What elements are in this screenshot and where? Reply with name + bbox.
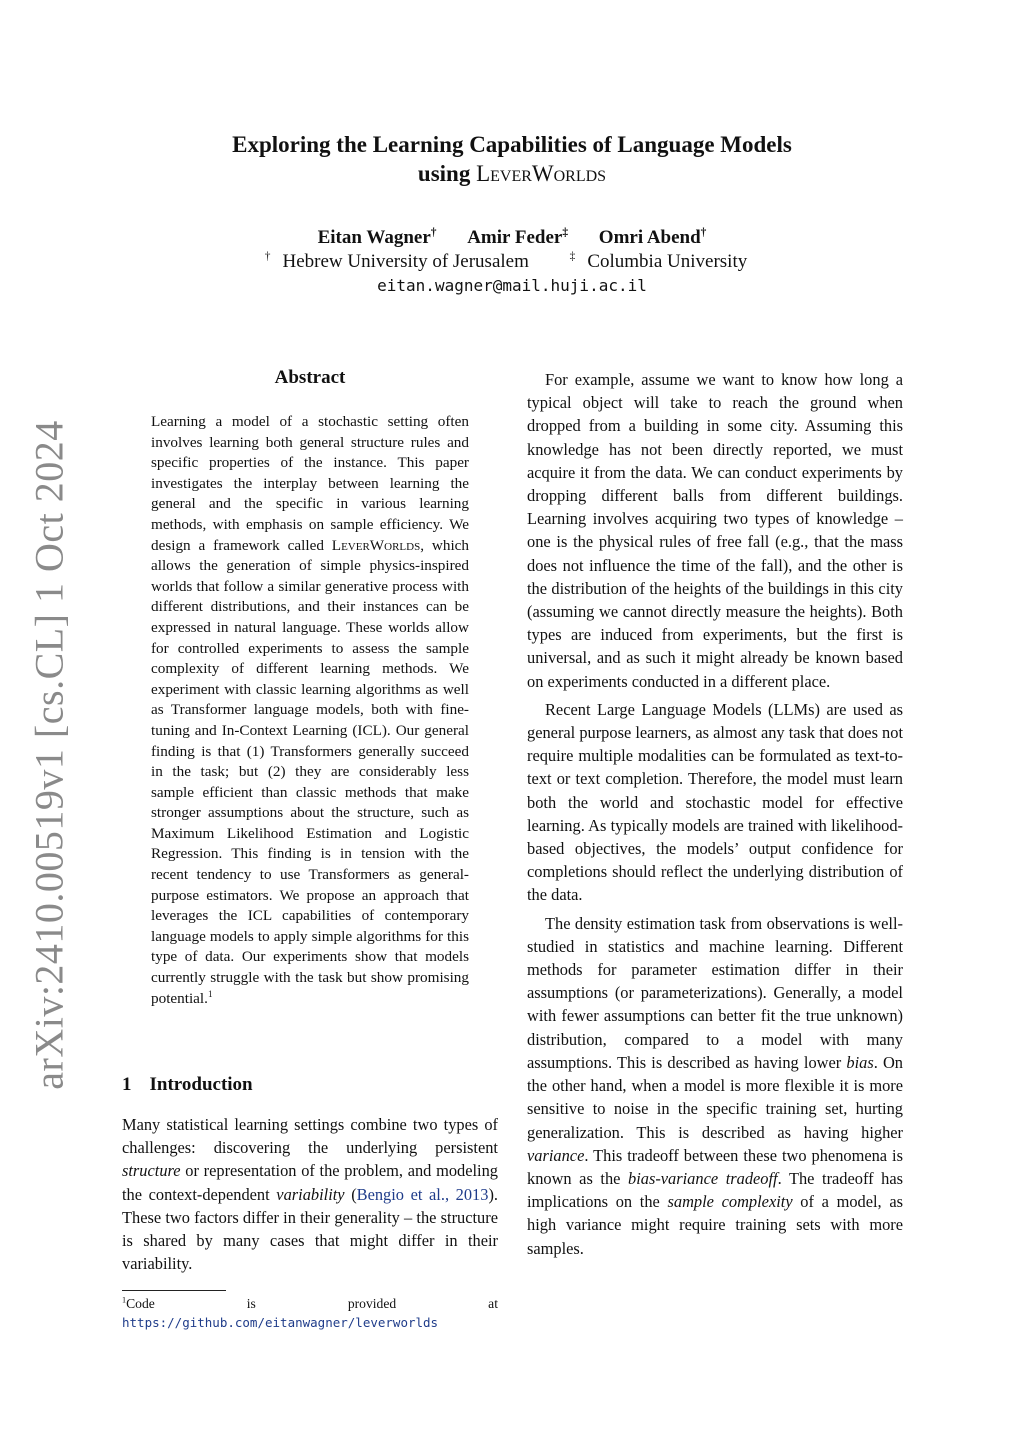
right-column-body [527, 368, 903, 1265]
affiliation: † Hebrew University of Jerusalem [264, 250, 529, 272]
author-list [0, 226, 1024, 250]
body-paragraph: For example, assume we want to know how long a typical object will take to reach the ground when dropped from a building in some city. Assuming this knowledge has not been directly reported, we must acquire it from the data. We can conduct experiments by dropping different balls from different buildings. Learning involves acquiring two types of knowledge – one is the physical rules of free fall (e.g., that the mass does not influence the time of the fall), and the other is the distribution of the heights of the buildings in this city (assuming we cannot directly measure the heights). Both types are induced from experiments, but the first is universal, and as such it might already be known based on experiments conducted in a different place. [527, 370, 903, 691]
affiliation-list [0, 250, 1024, 274]
section-heading-introduction [122, 1074, 253, 1096]
abstract-text: Learning a model of a stochastic setting often involves learning both general structure rules and specific properties of the instance. This paper investigates the interplay between learning the general and the specific in various learning methods, with emphasis on sample efficiency. We design a framework called LeverWorlds, which allows the generation of simple physics-inspired worlds that follow a similar generative process with different distributions, and their instances can be expressed in natural language. These worlds allow for controlled experiments to assess the sample complexity of different learning methods. We experiment with classic learning algorithms as well as Transformer language models, both with fine-tuning and In-Context Learning (ICL). Our general finding is that (1) Transformers generally succeed in the task; but (2) they are considerably less sample efficient than classic methods that make stronger assumptions about the structure, such as Maximum Likelihood Estimation and Logistic Regression. This finding is in tension with the recent tendency to use Transformers as general-purpose estimators. We propose an approach that leverages the ICL capabilities of contemporary language models to apply simple algorithms for this type of data. Our experiments show that models currently struggle with the task but show promising potential.$^1$ [151, 413, 469, 1007]
contact-email[interactable]: eitan.wagner@mail.huji.ac.il [377, 276, 647, 295]
affiliation: ‡ Columbia University [569, 250, 748, 272]
arxiv-identifier-text: arXiv:2410.00519v1 [cs.CL] 1 Oct 2024 [26, 420, 72, 1090]
body-paragraph: The density estimation task from observations is well-studied in statistics and machine learning. Different methods for parameter estimation differ in their assumptions (or parameterizations). Generally, a model with fewer assumptions can better fit the true unknown) distribution, compared to a model with many assumptions. This is described as having lower bias. On the other hand, when a model is more flexible it is more sensitive to noise in the specific training set, hurting generalization. This is described as having higher variance. This tradeoff between these two phenomena is known as the bias-variance tradeoff. The tradeoff has implications on the sample complexity of a model, as high variance might require training sets with more samples. [527, 913, 903, 1258]
introduction-paragraph: Many statistical learning settings combine two types of challenges: discovering the underlying persistent structure or representation of the problem, and modeling the context-dependent variability (Bengio et al., 2013). These two factors differ in their generality – the structure is shared by many cases that might differ in their variability. [122, 1115, 499, 1274]
author-name: Amir Feder‡ [467, 226, 569, 248]
title-line-1: Exploring the Learning Capabilities of Language Models [232, 132, 792, 157]
section-number: 1 [122, 1074, 132, 1095]
framework-name: LeverWorlds [476, 161, 607, 186]
footnote-marker: 1 [207, 988, 213, 999]
paper-title [0, 130, 1024, 188]
body-paragraph: Recent Large Language Models (LLMs) are used as general purpose learners, as almost any task that does not require multiple modalities can be formulated as text-to-text or text completion. Therefore, the model must learn both the world and stochastic model for effective learning. As typically models are trained with likelihood-based objectives, the models’ output confidence for completions should reflect the underlying distribution of the data. [527, 699, 903, 905]
title-line-2 [0, 159, 1024, 188]
citation-link[interactable]: Bengio et al., 2013 [356, 1184, 489, 1204]
github-link[interactable]: https://github.com/eitanwagner/leverworlds [122, 1315, 439, 1330]
title-line-2-prefix: using [417, 161, 477, 186]
section-title: Introduction [149, 1074, 253, 1095]
author-name: Omri Abend† [598, 226, 707, 248]
footnote: $^1$Code is provided at https://github.com/eitanwagner/leverworlds [122, 1295, 498, 1330]
arxiv-identifier-stamp [14, 420, 84, 1090]
abstract-framework-name: LeverWorlds [331, 536, 421, 554]
abstract-heading: Abstract [274, 367, 346, 388]
footnote-divider [122, 1290, 226, 1291]
author-name: Eitan Wagner† [317, 226, 437, 248]
